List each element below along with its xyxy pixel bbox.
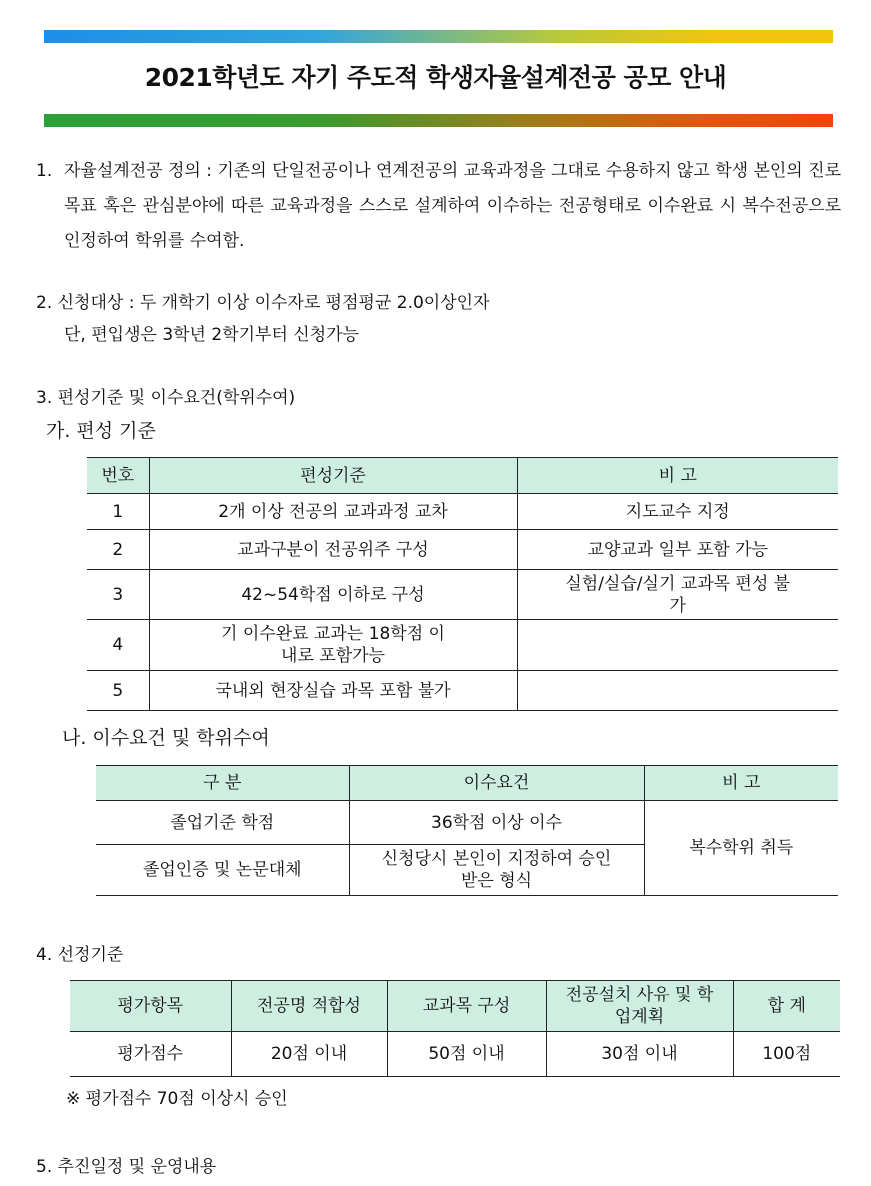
table-header: 전공명 적합성 [231, 981, 387, 1032]
table-cell: 교양교과 일부 포함 가능 [517, 530, 838, 570]
table-cell: 20점 이내 [231, 1032, 387, 1077]
table-cell: 50점 이내 [387, 1032, 546, 1077]
bottom-color-bar [44, 114, 833, 127]
table-row [87, 671, 838, 711]
table-header: 비 고 [517, 458, 838, 494]
table-cell: 졸업기준 학점 [96, 801, 349, 845]
table-cell: 복수학위 취득 [644, 801, 838, 896]
table-header: 이수요건 [349, 766, 644, 801]
table-cell [517, 620, 838, 671]
page-title: 2021학년도 자기 주도적 학생자율설계전공 공모 안내 [144, 63, 727, 92]
section-4-note: ※ 평가점수 70점 이상시 승인 [66, 1089, 288, 1109]
section-2-eligibility: 2. 신청대상 : 두 개학기 이상 이수자로 평점평균 2.0이상인자 [36, 293, 490, 313]
section-3a-heading: 가. 편성 기준 [46, 420, 156, 442]
table-cell: 5 [87, 671, 149, 711]
table-header: 평가항목 [70, 981, 231, 1032]
section-4-heading: 4. 선정기준 [36, 945, 124, 965]
table-header: 교과목 구성 [387, 981, 546, 1032]
table-cell: 신청당시 본인이 지정하여 승인받은 형식 [349, 845, 644, 896]
table-cell: 2개 이상 전공의 교과과정 교차 [149, 494, 517, 530]
table-header: 합 계 [733, 981, 840, 1032]
section-5-heading: 5. 추진일정 및 운영내용 [36, 1157, 217, 1177]
table-header: 번호 [87, 458, 149, 494]
table-row [70, 1032, 840, 1077]
table-row [87, 570, 838, 620]
table-cell: 2 [87, 530, 149, 570]
table-row [96, 801, 838, 845]
section-1-number: 1. [36, 161, 53, 181]
selection-criteria-table [70, 980, 840, 1077]
table-cell: 교과구분이 전공위주 구성 [149, 530, 517, 570]
table-row [87, 494, 838, 530]
completion-requirements-table [96, 765, 838, 896]
table-cell: 실험/실습/실기 교과목 편성 불가 [517, 570, 838, 620]
table-cell: 3 [87, 570, 149, 620]
table-header: 구 분 [96, 766, 349, 801]
table-cell: 1 [87, 494, 149, 530]
table-row [87, 620, 838, 671]
section-3b-heading: 나. 이수요건 및 학위수여 [62, 727, 270, 749]
table-cell: 30점 이내 [546, 1032, 733, 1077]
table-header: 편성기준 [149, 458, 517, 494]
table-cell: 지도교수 지정 [517, 494, 838, 530]
section-1-text: 자율설계전공 정의 : 기존의 단일전공이나 연계전공의 교육과정을 그대로 수용하지 않고 학생 본인의 진로목표 혹은 관심분야에 따른 교육과정을 스스로 설계하여 이수하는 전공형태로 이수완료 시 복수전공으로 인정하여 학위를 수여함. [64, 161, 841, 251]
top-color-bar [44, 30, 833, 43]
table-cell: 졸업인증 및 논문대체 [96, 845, 349, 896]
table-header: 비 고 [644, 766, 838, 801]
table-cell: 36학점 이상 이수 [349, 801, 644, 845]
table-cell [517, 671, 838, 711]
section-3-heading: 3. 편성기준 및 이수요건(학위수여) [36, 388, 296, 408]
table-cell: 100점 [733, 1032, 840, 1077]
table-cell: 기 이수완료 교과는 18학점 이내로 포함가능 [149, 620, 517, 671]
section-2-note: 단, 편입생은 3학년 2학기부터 신청가능 [64, 325, 359, 345]
table-cell: 평가점수 [70, 1032, 231, 1077]
section-1-definition [36, 154, 841, 259]
table-row [87, 530, 838, 570]
table-cell: 국내외 현장실습 과목 포함 불가 [149, 671, 517, 711]
table-cell: 4 [87, 620, 149, 671]
table-header: 전공설치 사유 및 학업계획 [546, 981, 733, 1032]
composition-criteria-table [87, 457, 838, 711]
table-cell: 42~54학점 이하로 구성 [149, 570, 517, 620]
